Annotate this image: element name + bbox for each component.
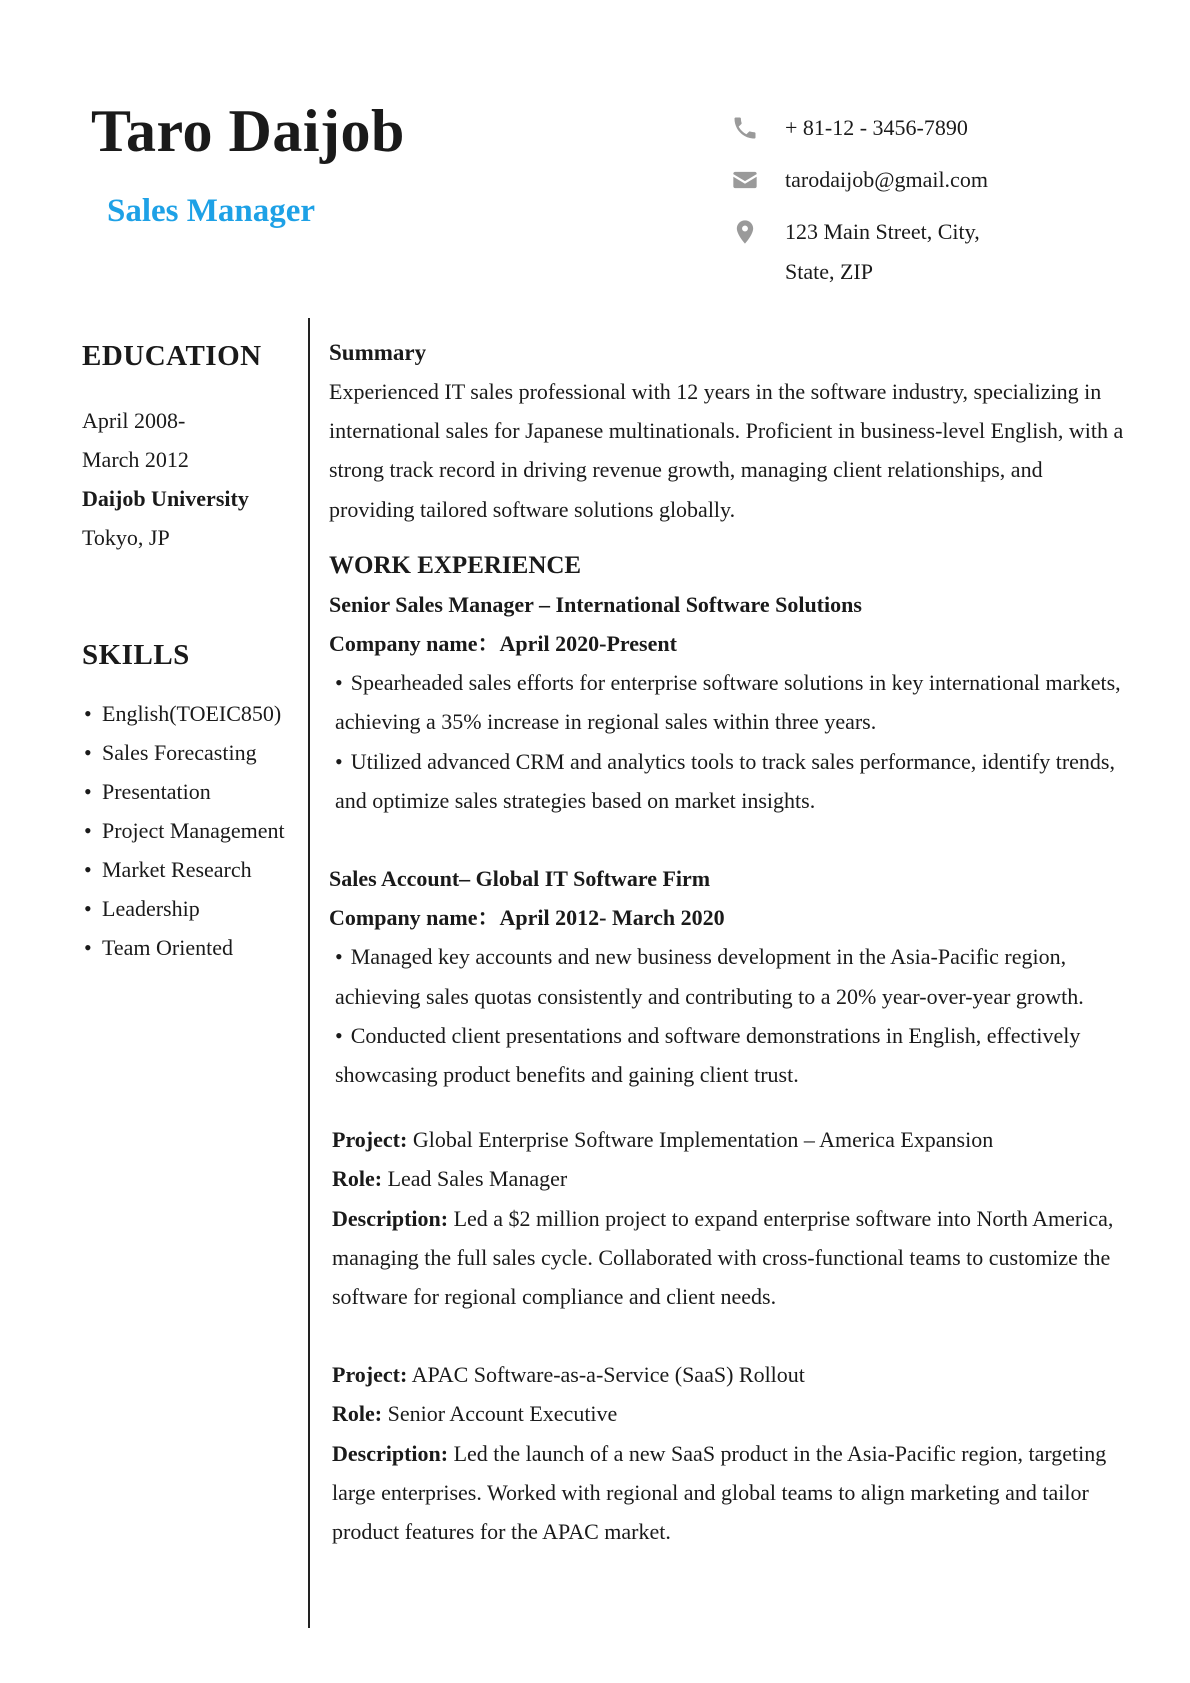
- skill-item: • Team Oriented: [82, 928, 302, 967]
- summary-heading: Summary: [329, 340, 427, 365]
- project-name: Global Enterprise Software Implementation – America Expansion: [412, 1127, 994, 1153]
- skill-item: • Sales Forecasting: [82, 733, 302, 772]
- project-description-line: [332, 1434, 1129, 1552]
- column-divider: [308, 318, 310, 1628]
- project-label: Project:: [332, 1362, 408, 1388]
- summary-text: Experienced IT sales professional with 12 years in the software industry, specializing in international sales for Japanese multinationals. Proficient in business-level English, with a strong track record in driving revenue growth, managing client relationships, and providing tailored software solutions globally.: [329, 379, 1124, 522]
- job-bullet: • Utilized advanced CRM and analytics tools to track sales performance, identify trends, and optimize sales strategies based on market insights.: [329, 742, 1129, 820]
- project-role: Senior Account Executive: [387, 1401, 618, 1427]
- mail-icon: [730, 166, 760, 194]
- right-column: [329, 334, 1129, 1551]
- skills-heading: SKILLS: [82, 639, 190, 671]
- project-name: APAC Software-as-a-Service (SaaS) Rollout: [411, 1362, 805, 1388]
- education-entry: [82, 401, 302, 557]
- project-role-line: [332, 1159, 1129, 1198]
- project-role: Lead Sales Manager: [387, 1166, 568, 1192]
- skill-item: • Market Research: [82, 850, 302, 889]
- role-label: Role:: [332, 1166, 383, 1192]
- address-line-2: State, ZIP: [785, 259, 873, 284]
- job-bullet: • Spearheaded sales efforts for enterprise software solutions in key international markets, achieving a 35% increase in regional sales within three years.: [329, 663, 1129, 741]
- job-entry: [329, 859, 1129, 1094]
- skill-item: • Project Management: [82, 811, 302, 850]
- education-heading: EDUCATION: [82, 340, 262, 372]
- email-address: tarodaijob@gmail.com: [785, 167, 988, 192]
- candidate-name: Taro Daijob: [91, 98, 405, 164]
- contact-block: [727, 108, 1147, 292]
- project-description: Led the launch of a new SaaS product in the Asia-Pacific region, targeting large enterprises. Worked with regional and global teams to align marketing and tailor product features for the APAC market.: [332, 1440, 1107, 1545]
- description-label: Description:: [332, 1205, 449, 1231]
- skill-item: • English(TOEIC850): [82, 694, 302, 733]
- education-location: Tokyo, JP: [82, 525, 170, 550]
- project-name-line: [332, 1120, 1129, 1159]
- education-date-start: April 2008-: [82, 408, 186, 433]
- contact-email: [727, 160, 1147, 212]
- job-entry-title: Senior Sales Manager – International Software Solutions: [329, 591, 862, 617]
- job-entry-company: Company name：April 2020-Present: [329, 631, 677, 657]
- job-title: Sales Manager: [107, 193, 316, 229]
- project-name-line: [332, 1355, 1129, 1394]
- project-role-line: [332, 1394, 1129, 1433]
- left-column: [82, 340, 302, 967]
- job-bullet: • Conducted client presentations and software demonstrations in English, effectively showcasing product benefits and gaining client trust.: [329, 1016, 1129, 1094]
- job-entry-company: Company name：April 2012- March 2020: [329, 905, 725, 931]
- phone-number: + 81-12 - 3456-7890: [785, 115, 968, 140]
- education-date-end: March 2012: [82, 447, 189, 472]
- education-school: Daijob University: [82, 486, 249, 511]
- project-description: Led a $2 million project to expand enterprise software into North America, managing the full sales cycle. Collaborated with cross-functional teams to customize the software for regional compliance and client needs.: [332, 1205, 1114, 1310]
- phone-icon: [730, 114, 760, 142]
- description-label: Description:: [332, 1440, 449, 1466]
- project-label: Project:: [332, 1127, 408, 1153]
- project-entry: [329, 1120, 1129, 1316]
- skill-item: • Leadership: [82, 889, 302, 928]
- project-description-line: [332, 1199, 1129, 1317]
- contact-phone: [727, 108, 1147, 160]
- address-line-1: 123 Main Street, City,: [785, 219, 980, 244]
- job-entry: [329, 585, 1129, 820]
- skills-list: [82, 694, 302, 967]
- project-entry: [329, 1355, 1129, 1551]
- location-pin-icon: [730, 218, 760, 246]
- job-entry-title: Sales Account– Global IT Software Firm: [329, 866, 711, 892]
- job-bullet: • Managed key accounts and new business development in the Asia-Pacific region, achieving sales quotas consistently and contributing to a 20% year-over-year growth.: [329, 937, 1129, 1015]
- skill-item: • Presentation: [82, 772, 302, 811]
- role-label: Role:: [332, 1401, 383, 1427]
- work-experience-heading: WORK EXPERIENCE: [329, 551, 582, 579]
- contact-address: [727, 212, 1147, 292]
